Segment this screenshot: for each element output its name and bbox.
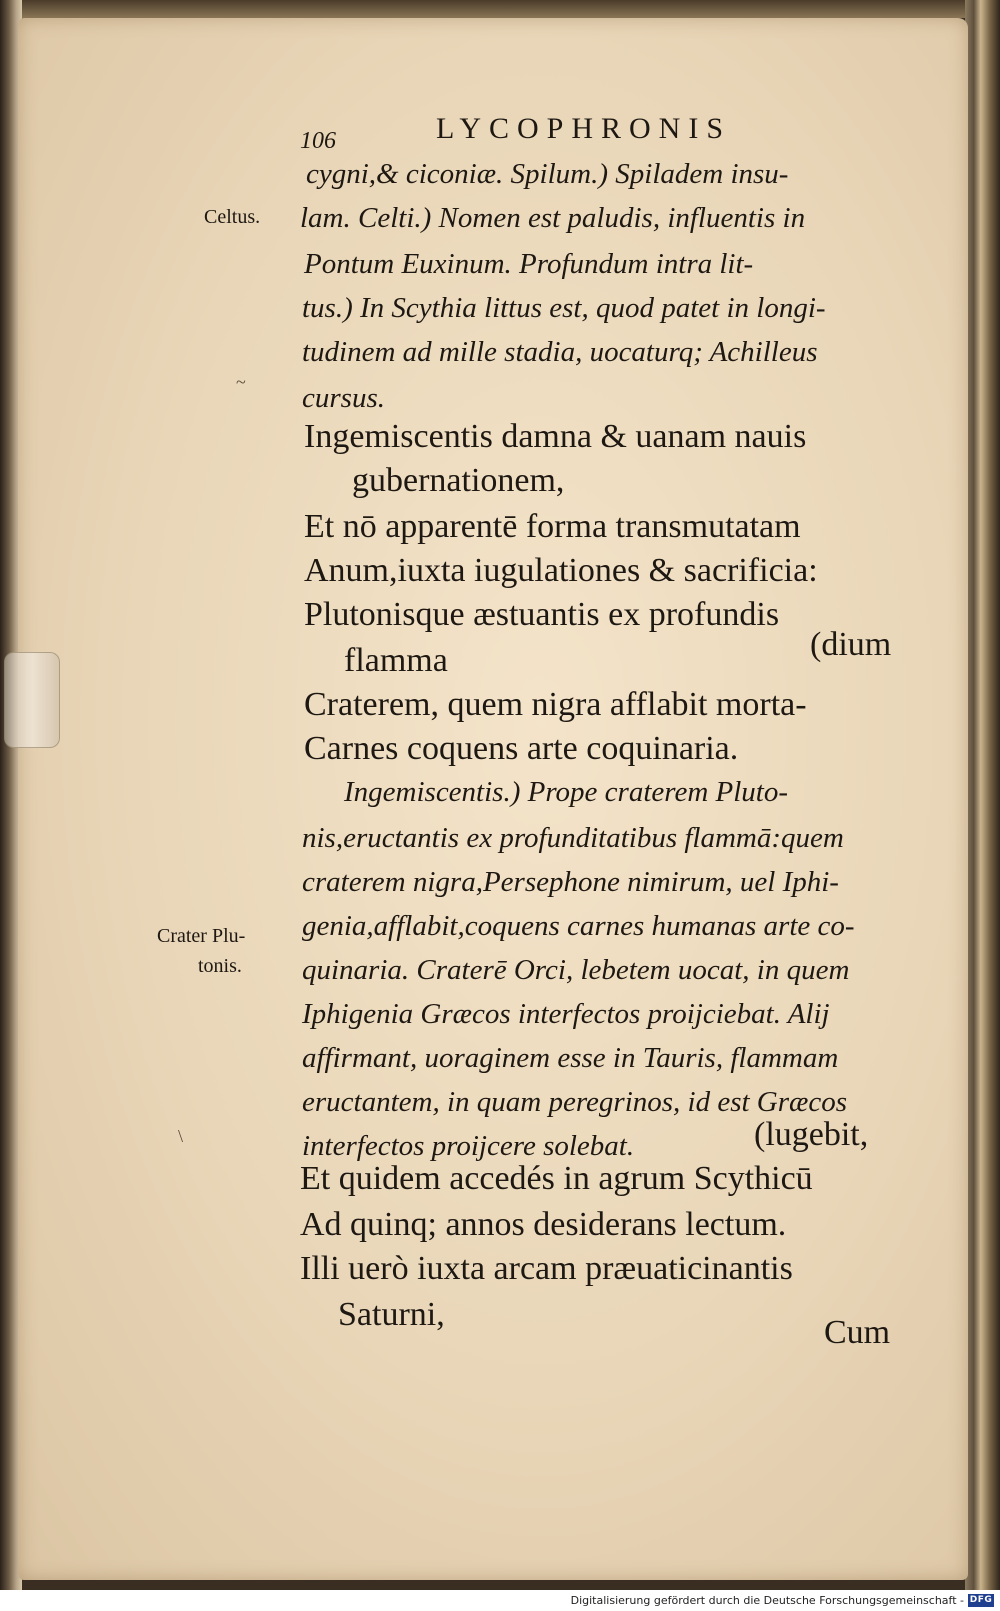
commentary-line: Iphigenia Græcos interfectos proijciebat. Alij (302, 998, 830, 1030)
verse-line: Ingemiscentis damna & uanam nauis (304, 418, 807, 455)
verse-line: Et nō apparentē forma transmutatam (304, 508, 801, 545)
commentary-line: tus.) In Scythia littus est, quod patet in longi- (302, 292, 826, 324)
page-number: 106 (300, 128, 336, 154)
commentary-line: eructantem, in quam peregrinos, id est Græcos (302, 1086, 848, 1118)
verse-line: Plutonisque æstuantis ex profundis (304, 596, 780, 633)
commentary-line: cygni,& ciconiæ. Spilum.) Spiladem insu- (306, 158, 789, 190)
margin-mark: \ (178, 1126, 184, 1146)
margin-mark: ~ (236, 372, 246, 392)
commentary-line: Ingemiscentis.) Prope craterem Pluto- (344, 776, 789, 808)
credit-text: Digitalisierung gefördert durch die Deutsche Forschungsgemeinschaft - (570, 1594, 964, 1607)
verse-line: Carnes coquens arte coquinaria. (304, 730, 739, 767)
verse-line: gubernationem, (352, 462, 565, 499)
margin-note-crater-line2: tonis. (198, 955, 242, 977)
verse-line: Illi uerò iuxta arcam præuaticinantis (300, 1250, 793, 1287)
running-title: LYCOPHRONIS (436, 112, 732, 145)
clasp-clip (4, 652, 60, 748)
verse-line: Craterem, quem nigra afflabit morta- (304, 686, 807, 723)
commentary-line: nis,eructantis ex profunditatibus flammā:quem (302, 822, 844, 854)
commentary-line: interfectos proijcere solebat. (302, 1130, 635, 1162)
commentary-line: Pontum Euxinum. Profundum intra lit- (304, 248, 754, 280)
dfg-logo: DFG (969, 1595, 993, 1605)
verse-line: Saturni, (338, 1296, 445, 1333)
page-edge-right (965, 0, 1000, 1590)
verse-line: Et quidem accedés in agrum Scythicū (300, 1160, 813, 1197)
verse-turnover: (lugebit, (754, 1116, 869, 1153)
verse-line: Anum,iuxta iugulationes & sacrificia: (304, 552, 818, 589)
commentary-line: craterem nigra,Persephone nimirum, uel Iphi- (302, 866, 839, 898)
margin-note-celtus: Celtus. (204, 206, 261, 228)
commentary-line: affirmant, uoraginem esse in Tauris, flammam (302, 1042, 839, 1074)
margin-note-crater-line1: Crater Plu- (157, 925, 246, 947)
commentary-line: cursus. (302, 382, 385, 414)
commentary-line: genia,afflabit,coquens carnes humanas arte co- (302, 910, 855, 942)
catchword: Cum (824, 1314, 891, 1351)
commentary-line: lam. Celti.) Nomen est paludis, influentis in (300, 202, 806, 234)
verse-line: flamma (344, 642, 448, 679)
commentary-line: quinaria. Craterē Orci, lebetem uocat, in quem (302, 954, 850, 986)
digitization-credit (571, 1594, 994, 1607)
commentary-line: tudinem ad mille stadia, uocaturq; Achilleus (302, 336, 818, 368)
verse-turnover: (dium (810, 626, 892, 663)
verse-line: Ad quinq; annos desiderans lectum. (300, 1206, 787, 1243)
top-edge (0, 0, 1000, 18)
